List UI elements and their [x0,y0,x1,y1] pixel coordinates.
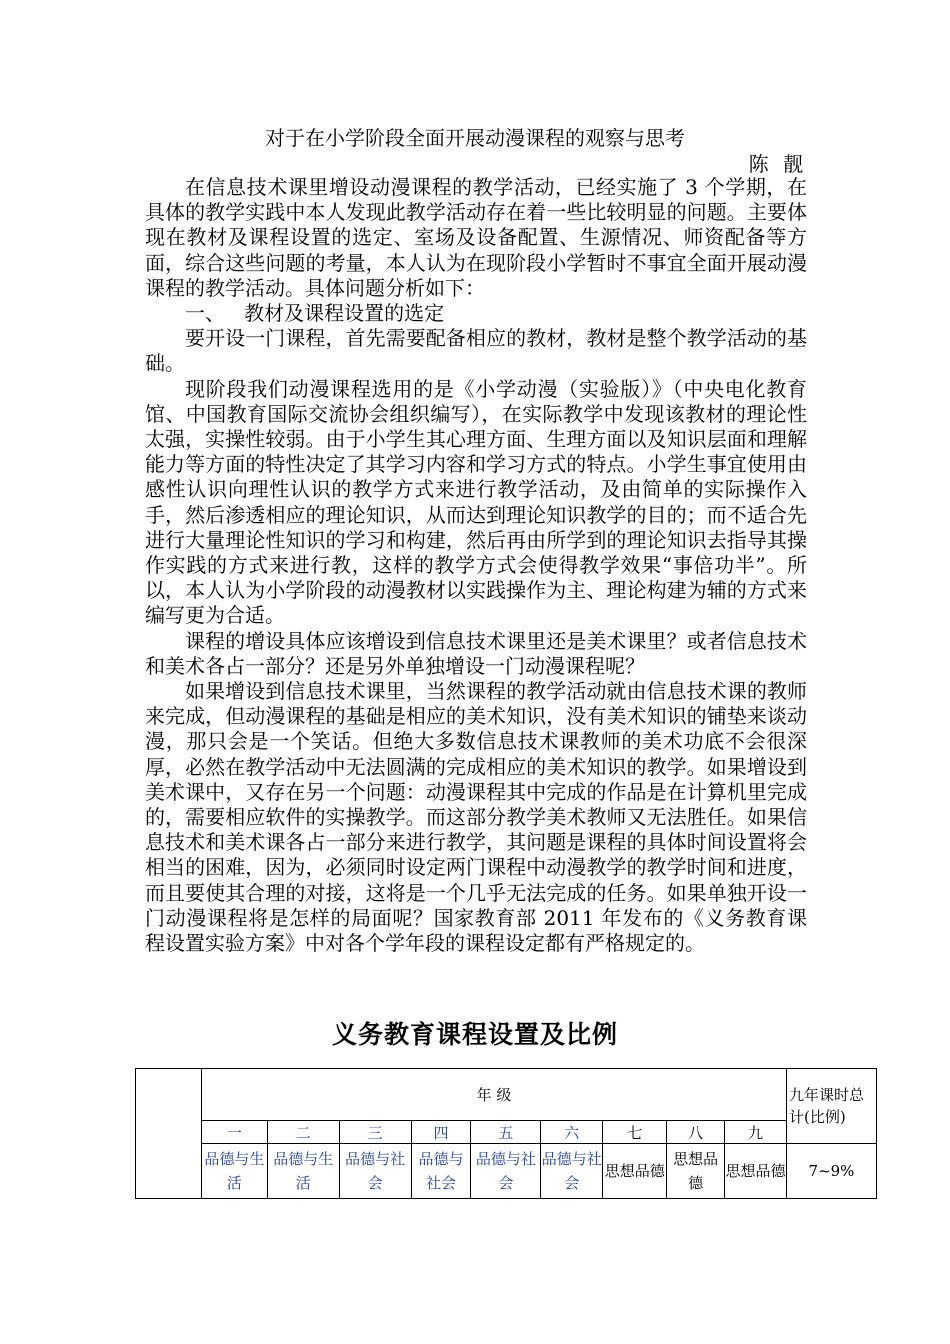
empty-corner-cell [136,1069,202,1199]
paragraph: 要开设一门课程，首先需要配备相应的教材，教材是整个教学活动的基础。 [145,326,807,376]
grade-cell: 五 [471,1121,541,1144]
subject-cell: 品德与生活 [267,1144,339,1199]
paragraph: 课程的增设具体应该增设到信息技术课里还是美术课里？或者信息技术和美术各占一部分？还是另外单独增设一门动漫课程呢？ [145,628,807,678]
section-heading: 一、 教材及课程设置的选定 [185,301,445,326]
grade-cell: 一 [201,1121,267,1144]
grade-cell: 六 [541,1121,603,1144]
grade-cell: 八 [667,1121,725,1144]
paragraph: 现阶段我们动漫课程选用的是《小学动漫（实验版）》（中央电化教育馆、中国教育国际交流协会组织编写），在实际教学中发现该教材的理论性太强，实操性较弱。由于小学生其心理方面、生理方面以及知识层面和理解能力等方面的特性决定了其学习内容和学习方式的特点。小学生事宜使用由感性认识向理性认识的教学方式来进行教学活动，及由简单的实际操作入手，然后渗透相应的理论知识，从而达到理论知识教学的目的；而不适合先进行大量理论性知识的学习和构建，然后再由所学到的理论知识去指导其操作实践的方式来进行教，这样的教学方式会使得教学效果“事倍功半”。所以，本人认为小学阶段的动漫教材以实践操作为主、理论构建为辅的方式来编写更为合适。 [145,376,807,628]
subject-cell: 品德与社会 [541,1144,603,1199]
subject-cell: 思想品德 [603,1144,667,1199]
subject-cell: 品德与生活 [201,1144,267,1199]
course-table [135,1068,877,1199]
grade-header-cell: 年 级 [201,1069,786,1121]
body-text [145,175,807,956]
subject-cell: 思想品德 [667,1144,725,1199]
paragraph: 在信息技术课里增设动漫课程的教学活动，已经实施了 3 个学期，在具体的教学实践中本人发现此教学活动存在着一些比较明显的问题。主要体现在教材及课程设置的选定、室场及设备配置、生源情况、师资配备等方面，综合这些问题的考量，本人认为在现阶段小学暂时不事宜全面开展动漫课程的教学活动。具体问题分析如下： [145,175,807,300]
document-title: 对于在小学阶段全面开展动漫课程的观察与思考 [265,126,685,150]
subject-cell: 思想品德 [725,1144,787,1199]
total-header-cell: 九年课时总计(比例) [787,1069,877,1144]
total-value-cell: 7~9% [787,1144,877,1199]
grade-cell: 四 [411,1121,471,1144]
grade-cell: 九 [725,1121,787,1144]
subject-cell: 品德与社会 [471,1144,541,1199]
table-title: 义务教育课程设置及比例 [331,1020,618,1049]
grade-cell: 三 [339,1121,411,1144]
grade-cell: 二 [267,1121,339,1144]
paragraph: 如果增设到信息技术课里，当然课程的教学活动就由信息技术课的教师来完成，但动漫课程的基础是相应的美术知识，没有美术知识的铺垫来谈动漫，那只会是一个笑话。但绝大多数信息技术课教师的美术功底不会很深厚，必然在教学活动中无法圆满的完成相应的美术知识的教学。如果增设到美术课中，又存在另一个问题：动漫课程其中完成的作品是在计算机里完成的，需要相应软件的实操教学。而这部分教学美术教师又无法胜任。如果信息技术和美术课各占一部分来进行教学，其问题是课程的具体时间设置将会相当的困难，因为，必须同时设定两门课程中动漫教学的教学时间和进度，而且要使其合理的对接，这将是一个几乎无法完成的任务。如果单独开设一门动漫课程将是怎样的局面呢？国家教育部 2011 年发布的《义务教育课程设置实验方案》中对各个学年段的课程设定都有严格规定的。 [145,679,807,956]
author-name: 陈 靓 [748,152,807,176]
grade-cell: 七 [603,1121,667,1144]
subject-cell: 品德与社会 [411,1144,471,1199]
subject-cell: 品德与社会 [339,1144,411,1199]
